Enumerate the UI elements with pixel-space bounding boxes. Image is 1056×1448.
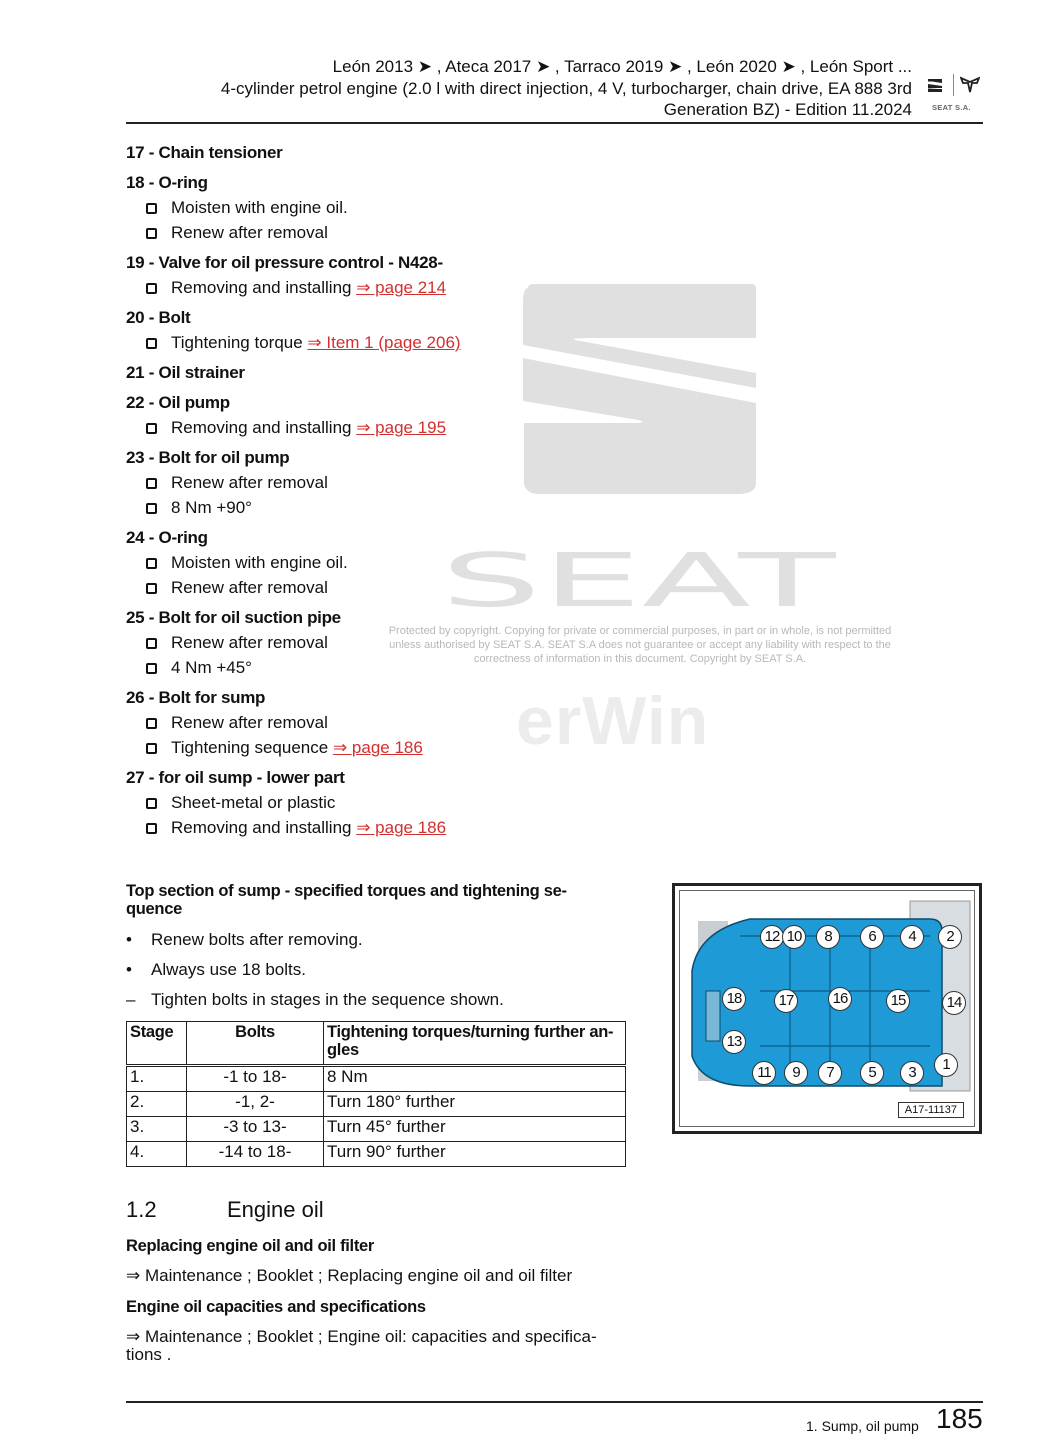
page-number: 185 — [936, 1403, 983, 1434]
cell-torque: 8 Nm — [324, 1066, 626, 1092]
item-title: 21 - Oil strainer — [126, 363, 245, 382]
item-note — [146, 738, 423, 758]
note-text: Moisten with engine oil. — [171, 198, 348, 217]
header-stage: Stage — [127, 1022, 187, 1066]
note-text: Renew after removal — [171, 473, 328, 492]
page-reference-link[interactable]: ⇒ Item 1 (page 206) — [307, 333, 461, 352]
cupra-icon — [960, 76, 980, 94]
cell-bolts: -14 to 18- — [187, 1142, 324, 1167]
bolt-marker: 3 — [900, 1061, 924, 1085]
checkbox-icon — [146, 663, 157, 674]
reference-replacing-oil[interactable]: ⇒ Maintenance ; Booklet ; Replacing engine oil and oil filter — [126, 1266, 573, 1285]
seat-watermark-wordmark — [438, 550, 838, 608]
item-note — [146, 278, 446, 298]
bullet-item: • Renew bolts after removing. — [126, 930, 363, 949]
footer-chapter: 1. Sump, oil pump — [806, 1418, 919, 1434]
note-text: Moisten with engine oil. — [171, 553, 348, 572]
bullet-item: • Always use 18 bolts. — [126, 960, 306, 979]
checkbox-icon — [146, 798, 157, 809]
logo-divider — [953, 74, 954, 96]
seat-watermark-logo-icon — [520, 283, 760, 495]
instruction-item: – Tighten bolts in stages in the sequence shown. — [126, 990, 504, 1009]
item-title: 22 - Oil pump — [126, 393, 230, 412]
bolt-marker: 15 — [886, 989, 910, 1013]
figure-id: A17-11137 — [898, 1102, 964, 1118]
bolt-marker: 13 — [722, 1030, 746, 1054]
bolt-marker: 14 — [942, 991, 966, 1015]
note-text: Tightening torque — [171, 333, 308, 352]
header-models: León 2013 ➤ , Ateca 2017 ➤ , Tarraco 2019 ➤ , León 2020 ➤ , León Sport ... — [332, 57, 912, 76]
footer-rule — [126, 1401, 983, 1403]
item-note — [146, 578, 328, 598]
bolt-marker: 12 — [760, 925, 784, 949]
item-title: 27 - for oil sump - lower part — [126, 768, 345, 787]
item-note — [146, 633, 328, 653]
cell-stage: 3. — [127, 1117, 187, 1142]
checkbox-icon — [146, 283, 157, 294]
note-text: Removing and installing — [171, 278, 357, 297]
checkbox-icon — [146, 338, 157, 349]
item-note — [146, 418, 446, 438]
erwin-watermark: erWin — [516, 683, 710, 759]
item-title: 23 - Bolt for oil pump — [126, 448, 290, 467]
table-row — [127, 1092, 626, 1117]
header-engine: 4-cylinder petrol engine (2.0 l with direct injection, 4 V, turbocharger, chain drive, EA 888 3rd — [220, 78, 912, 98]
logo-caption: SEAT S.A. — [932, 103, 971, 112]
seat-cupra-logo — [924, 72, 984, 116]
reference-oil-capacities[interactable]: ⇒ Maintenance ; Booklet ; Engine oil: capacities and specifica-tions . — [126, 1327, 597, 1364]
bolt-marker: 9 — [784, 1061, 808, 1085]
item-note — [146, 553, 348, 573]
cell-stage: 1. — [127, 1066, 187, 1092]
item-note — [146, 223, 328, 243]
note-text: 8 Nm +90° — [171, 498, 252, 517]
note-text: Renew after removal — [171, 713, 328, 732]
bolt-marker: 16 — [828, 987, 852, 1011]
section-heading — [126, 1197, 324, 1223]
item-title: 17 - Chain tensioner — [126, 143, 283, 162]
seat-s-icon — [927, 78, 943, 93]
cell-torque: Turn 45° further — [324, 1117, 626, 1142]
subheading-oil-capacities: Engine oil capacities and specifications — [126, 1298, 426, 1316]
bolt-marker: 8 — [816, 925, 840, 949]
item-note — [146, 333, 461, 353]
checkbox-icon — [146, 228, 157, 239]
page-reference-link[interactable]: ⇒ page 186 — [332, 738, 423, 757]
checkbox-icon — [146, 718, 157, 729]
note-text: Removing and installing — [171, 818, 357, 837]
bolt-marker: 11 — [752, 1061, 776, 1085]
item-title: 24 - O-ring — [126, 528, 208, 547]
header-bolts: Bolts — [187, 1022, 324, 1066]
torque-section-title: Top section of sump - specified torques and tightening se-quence — [126, 882, 567, 918]
note-text: Renew after removal — [171, 633, 328, 652]
torque-table — [126, 1021, 626, 1167]
bolt-marker: 5 — [860, 1061, 884, 1085]
checkbox-icon — [146, 823, 157, 834]
checkbox-icon — [146, 423, 157, 434]
cell-bolts: -1, 2- — [187, 1092, 324, 1117]
page-reference-link[interactable]: ⇒ page 186 — [356, 818, 447, 837]
svg-text:SEAT: SEAT — [440, 550, 838, 608]
table-row — [127, 1142, 626, 1167]
sump-tightening-diagram — [672, 883, 982, 1134]
note-text: Renew after removal — [171, 223, 328, 242]
copyright-notice: Protected by copyright. Copying for private or commercial purposes, in part or in whole, is not permitted unless authorised by SEAT S.A. SEAT S.A does not guarantee or accept any liability with respect to the correctness of information in this document. Copyright by SEAT S.A. — [388, 625, 892, 665]
cell-stage: 4. — [127, 1142, 187, 1167]
page-reference-link[interactable]: ⇒ page 214 — [356, 278, 447, 297]
bolt-marker: 4 — [900, 925, 924, 949]
item-note — [146, 658, 252, 678]
note-text: 4 Nm +45° — [171, 658, 252, 677]
page-reference-link[interactable]: ⇒ page 195 — [356, 418, 447, 437]
item-note — [146, 473, 328, 493]
cell-torque: Turn 90° further — [324, 1142, 626, 1167]
header-torque: Tightening torques/turning further an-gles — [324, 1022, 626, 1066]
checkbox-icon — [146, 478, 157, 489]
cell-bolts: -1 to 18- — [187, 1066, 324, 1092]
note-text: Tightening sequence — [171, 738, 333, 757]
note-text: Sheet-metal or plastic — [171, 793, 336, 812]
checkbox-icon — [146, 583, 157, 594]
bolt-marker: 7 — [818, 1061, 842, 1085]
cell-stage: 2. — [127, 1092, 187, 1117]
item-note — [146, 498, 252, 518]
item-note — [146, 198, 348, 218]
header-edition: Generation BZ) - Edition 11.2024 — [663, 100, 912, 119]
checkbox-icon — [146, 743, 157, 754]
checkbox-icon — [146, 638, 157, 649]
bolt-marker: 6 — [860, 925, 884, 949]
cell-bolts: -3 to 13- — [187, 1117, 324, 1142]
item-title: 20 - Bolt — [126, 308, 191, 327]
item-title: 26 - Bolt for sump — [126, 688, 266, 707]
checkbox-icon — [146, 503, 157, 514]
section-number: 1.2 — [126, 1197, 157, 1222]
bolt-marker: 1 — [934, 1053, 958, 1077]
item-title: 19 - Valve for oil pressure control - N428- — [126, 253, 443, 272]
item-note — [146, 713, 328, 733]
table-row — [127, 1066, 626, 1092]
bolt-marker: 2 — [938, 925, 962, 949]
item-title: 18 - O-ring — [126, 173, 208, 192]
bolt-marker: 17 — [774, 989, 798, 1013]
subheading-replacing-oil: Replacing engine oil and oil filter — [126, 1237, 375, 1255]
bolt-marker: 18 — [722, 987, 746, 1011]
cell-torque: Turn 180° further — [324, 1092, 626, 1117]
table-header-row — [127, 1022, 626, 1066]
note-text: Removing and installing — [171, 418, 357, 437]
document-header — [126, 56, 912, 121]
table-row — [127, 1117, 626, 1142]
bolt-marker: 10 — [782, 925, 806, 949]
header-rule — [126, 122, 983, 124]
checkbox-icon — [146, 203, 157, 214]
note-text: Renew after removal — [171, 578, 328, 597]
item-title: 25 - Bolt for oil suction pipe — [126, 608, 341, 627]
checkbox-icon — [146, 558, 157, 569]
section-title: Engine oil — [227, 1197, 324, 1222]
item-note — [146, 793, 335, 813]
item-note — [146, 818, 446, 838]
